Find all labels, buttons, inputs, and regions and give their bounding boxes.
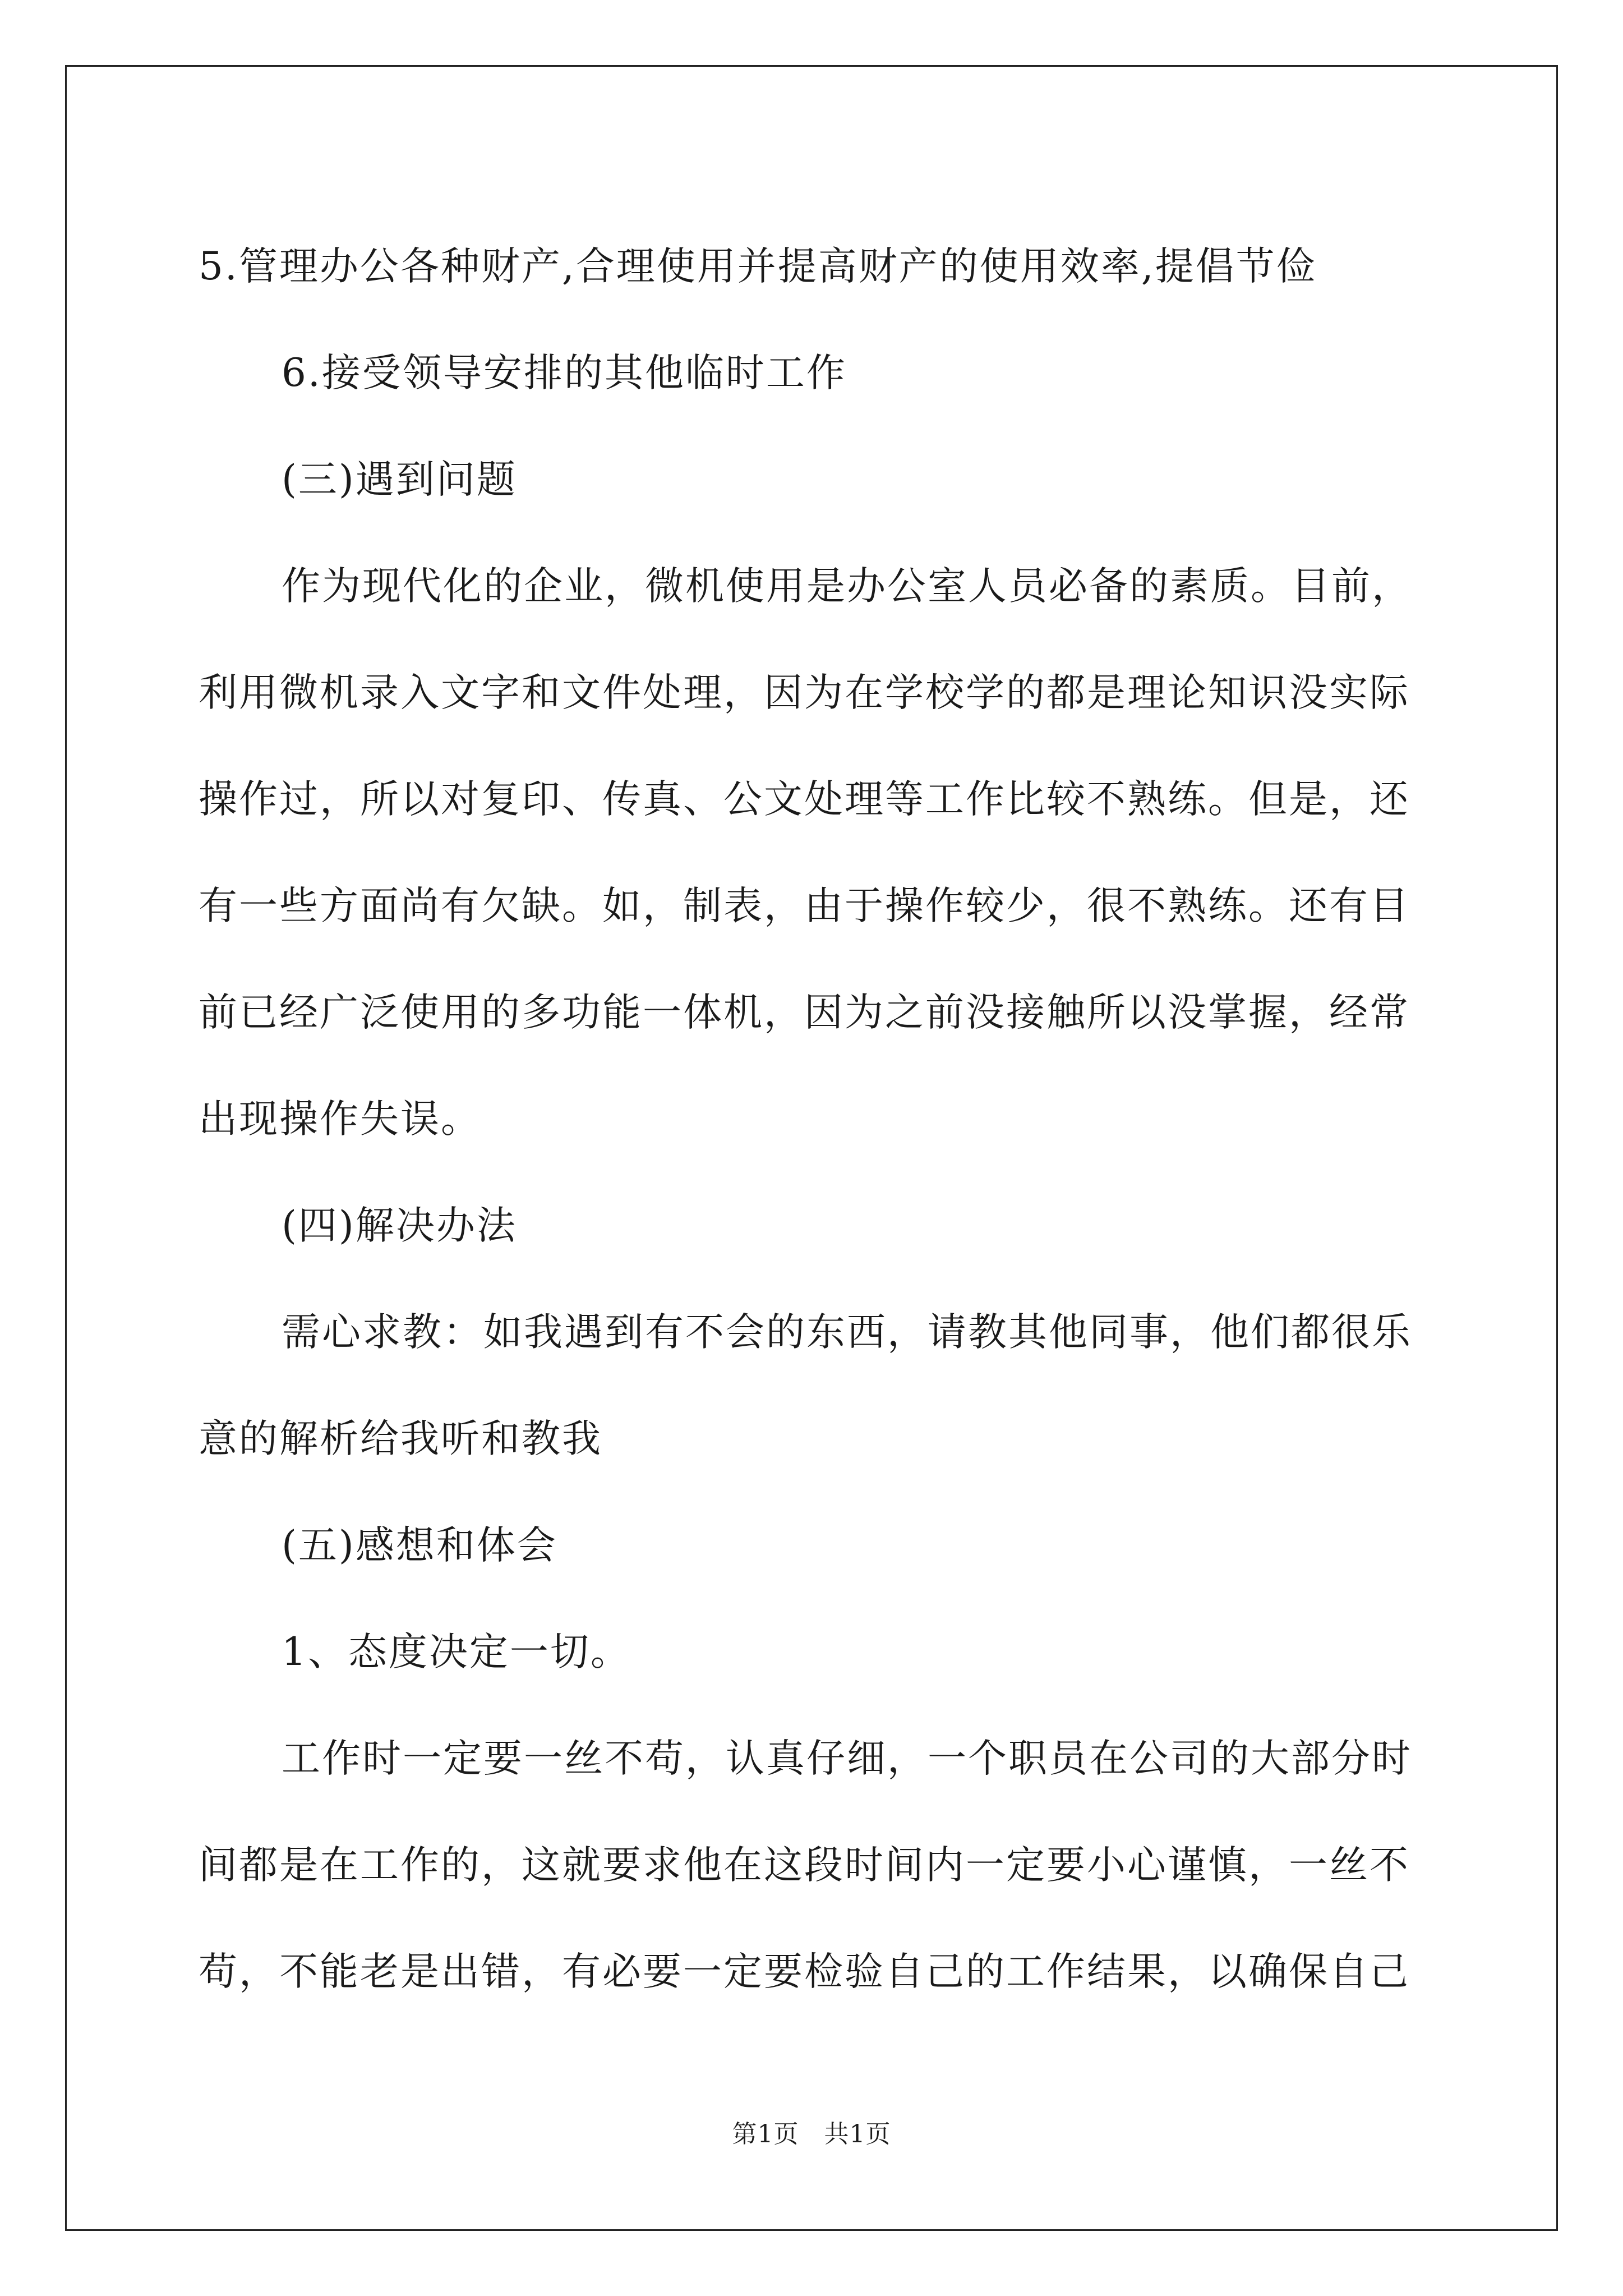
text-line: 前已经广泛使用的多功能一体机，因为之前没接触所以没掌握，经常 — [199, 990, 1410, 1035]
section-heading: (五)感想和体会 — [282, 1523, 557, 1568]
text-line: 意的解析给我听和教我 — [199, 1416, 602, 1461]
section-heading: (四)解决办法 — [282, 1203, 517, 1248]
text-line: 作为现代化的企业，微机使用是办公室人员必备的素质。目前， — [282, 564, 1412, 609]
text-line: 工作时一定要一丝不苟，认真仔细，一个职员在公司的大部分时 — [282, 1736, 1412, 1781]
text-line: 利用微机录入文字和文件处理，因为在学校学的都是理论知识没实际 — [199, 670, 1410, 715]
document-body — [199, 213, 1424, 2025]
section-heading: (三)遇到问题 — [282, 457, 517, 502]
text-line: 苟，不能老是出错，有必要一定要检验自己的工作结果，以确保自己 — [199, 1949, 1410, 1994]
text-line: 6.接受领导安排的其他临时工作 — [282, 351, 847, 395]
text-line: 1、态度决定一切。 — [282, 1630, 631, 1674]
text-line: 5.管理办公各种财产,合理使用并提高财产的使用效率,提倡节俭 — [199, 244, 1317, 289]
text-line: 出现操作失误。 — [199, 1097, 481, 1142]
page-footer: 第1页 共1页 — [732, 2120, 891, 2148]
text-line: 间都是在工作的，这就要求他在这段时间内一定要小心谨慎，一丝不 — [199, 1843, 1410, 1888]
text-line: 需心求教：如我遇到有不会的东西，请教其他同事，他们都很乐 — [282, 1310, 1412, 1355]
text-line: 有一些方面尚有欠缺。如，制表，由于操作较少，很不熟练。还有目 — [199, 884, 1410, 928]
text-line: 操作过，所以对复印、传真、公文处理等工作比较不熟练。但是，还 — [199, 777, 1410, 822]
